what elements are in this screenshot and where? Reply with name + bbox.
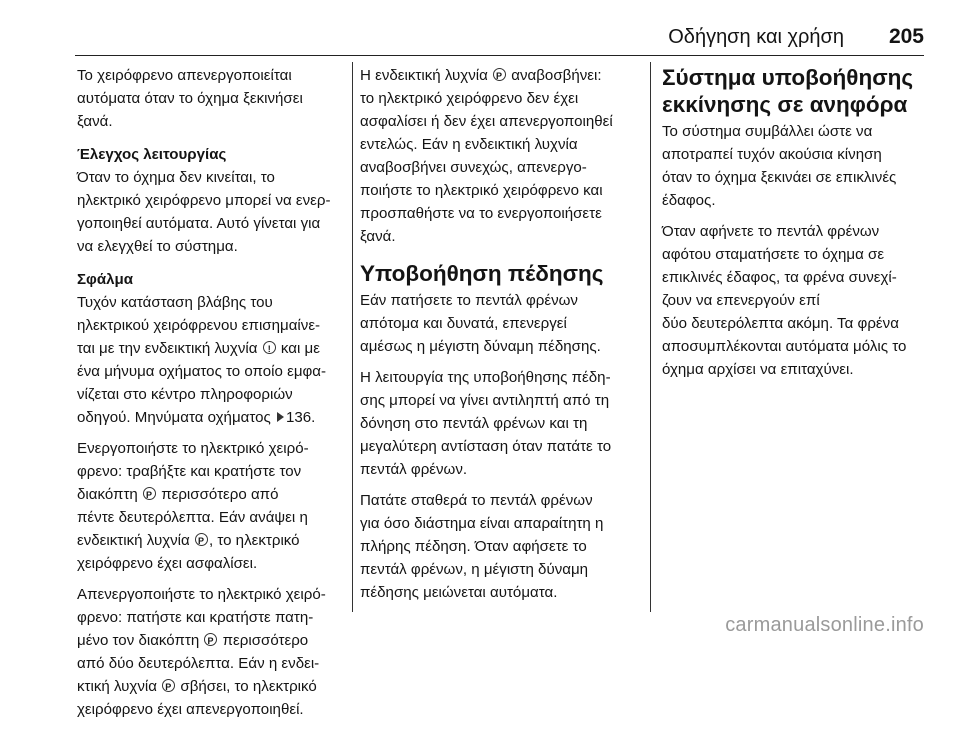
page-reference-arrow-icon [277,412,284,422]
parking-brake-icon [162,679,175,692]
text-line: Η λειτουργία της υποβοήθησης πέδη- [360,369,611,386]
fault-heading: Σφάλμα [77,271,134,288]
text-line: Το σύστημα συμβάλλει ώστε να [662,123,873,140]
text-fragment: αναβοσβήνει: [507,67,602,84]
parking-brake-icon [143,487,156,500]
running-title: Οδήγηση και χρήση [668,26,844,48]
page-reference[interactable]: 136. [285,409,316,426]
hill-start-assist-heading [662,64,924,118]
text-fragment: Η ενδεικτική λυχνία [360,67,493,84]
text-line: ένα μήνυμα οχήματος το οποίο εμφα- [77,363,327,380]
brake-assist-paragraph-1 [360,289,644,358]
text-fragment: , το ηλεκτρικό [208,532,300,549]
text-line: ασφαλίσει ή δεν έχει απενεργοποιηθεί [360,113,613,130]
text-line: ηλεκτρικού χειρόφρενου επισημαίνε- [77,317,321,334]
check-paragraph [77,166,345,258]
text-line: φρενο: πατήστε και κρατήστε πατη- [77,609,314,626]
text-line: ξανά. [360,228,396,245]
text-line: δύο δευτερόλεπτα ακόμη. Τα φρένα [662,315,899,332]
text-line [77,529,345,552]
text-line: Το χειρόφρενο απενεργοποιείται [77,67,292,84]
text-line: αφότου σταματήσετε το όχημα σε [662,246,885,263]
text-line: προσπαθήστε να το ενεργοποιήσετε [360,205,602,222]
text-line: αποτραπεί τυχόν ακούσια κίνηση [662,146,882,163]
text-line: γοποιηθεί αυτόματα. Αυτό γίνεται για [77,215,321,232]
parking-brake-icon [204,633,217,646]
text-fragment: κτική λυχνία [77,678,162,695]
page-number: 205 [888,25,924,48]
text-fragment: περισσότερο [218,632,309,649]
text-line: φρενο: τραβήξτε και κρατήστε τον [77,463,302,480]
text-line [77,337,345,360]
text-line: αμέσως η μέγιστη δύναμη πέδησης. [360,338,601,355]
text-fragment: και με [276,340,320,357]
text-fragment: οδηγού. Μηνύματα οχήματος [77,409,275,426]
text-line: ζουν να επενεργούν επί [662,292,820,309]
watermark: carmanualsonline.info [725,614,924,636]
text-line: Εάν πατήσετε το πεντάλ φρένων [360,292,578,309]
text-line: για όσο διάστημα είναι απαραίτητη η [360,515,604,532]
column-2 [360,64,644,612]
column-3 [662,64,924,389]
check-heading: Έλεγχος λειτουργίας [77,146,227,163]
text-line [77,483,345,506]
text-line: να ελεγχθεί το σύστημα. [77,238,238,255]
text-line: επικλινές έδαφος, τα φρένα συνεχί- [662,269,897,286]
text-line: Τυχόν κατάσταση βλάβης του [77,294,273,311]
text-line: Όταν αφήνετε το πεντάλ φρένων [662,223,880,240]
header-rule [75,55,924,56]
text-line: το ηλεκτρικό χειρόφρενο δεν έχει [360,90,579,107]
heading-line: Σύστημα υποβοήθησης [662,65,914,90]
fault-paragraph [77,291,345,429]
text-line: απότομα και δυνατά, επενεργεί [360,315,567,332]
parking-brake-icon [493,68,506,81]
text-line: δόνηση στο πεντάλ φρένων και τη [360,415,588,432]
text-line: έδαφος. [662,192,716,209]
brake-assist-paragraph-2 [360,366,644,481]
text-line: νίζεται στο κέντρο πληροφοριών [77,386,293,403]
text-line: όχημα αρχίσει να επιταχύνει. [662,361,854,378]
text-line: από δύο δευτερόλεπτα. Εάν η ενδει- [77,655,320,672]
intro-paragraph [77,64,345,133]
text-line: αναβοσβήνει συνεχώς, απενεργο- [360,159,587,176]
parking-brake-icon [195,533,208,546]
text-line: σης μπορεί να γίνει αντιληπτή από τη [360,392,610,409]
text-line: Απενεργοποιήστε το ηλεκτρικό χειρό- [77,586,326,603]
text-line: πλήρης πέδηση. Όταν αφήσετε το [360,538,587,555]
text-line: Όταν το όχημα δεν κινείται, το [77,169,275,186]
text-line: χειρόφρενο έχει απενεργοποιηθεί. [77,701,304,718]
text-fragment: ται με την ενδεικτική λυχνία [77,340,262,357]
text-line: αποσυμπλέκονται αυτόματα μόλις το [662,338,907,355]
text-line: αυτόματα όταν το όχημα ξεκινήσει [77,90,303,107]
blink-paragraph [360,64,644,248]
text-line: ξανά. [77,113,113,130]
brake-assist-paragraph-3 [360,489,644,604]
text-line: ποιήστε το ηλεκτρικό χειρόφρενο και [360,182,603,199]
text-line [77,629,345,652]
text-line: πεντάλ φρένων, η μέγιστη δύναμη [360,561,589,578]
text-line [77,675,345,698]
hill-start-paragraph-1 [662,120,924,212]
activate-paragraph [77,437,345,575]
text-line: όταν το όχημα ξεκινάει σε επικλινές [662,169,897,186]
text-fragment: ενδεικτική λυχνία [77,532,194,549]
column-divider [352,62,353,612]
text-line: πεντάλ φρένων. [360,461,468,478]
text-line: Ενεργοποιήστε το ηλεκτρικό χειρό- [77,440,309,457]
column-divider [650,62,651,612]
text-fragment: περισσότερο από [157,486,279,503]
deactivate-paragraph [77,583,345,721]
text-fragment: μένο τον διακόπτη [77,632,204,649]
page-header [0,0,960,60]
text-line: μεγαλύτερη αντίσταση όταν πατάτε το [360,438,612,455]
text-line: χειρόφρενο έχει ασφαλίσει. [77,555,258,572]
fault-warning-icon [263,341,276,354]
text-line: εντελώς. Εάν η ενδεικτική λυχνία [360,136,578,153]
heading-line: εκκίνησης σε ανηφόρα [662,92,908,117]
text-line [360,64,644,87]
hill-start-paragraph-2 [662,220,924,381]
text-line: Πατάτε σταθερά το πεντάλ φρένων [360,492,593,509]
brake-assist-heading: Υποβοήθηση πέδησης [360,261,604,286]
text-line: πέντε δευτερόλεπτα. Εάν ανάψει η [77,509,308,526]
text-fragment: σβήσει, το ηλεκτρικό [176,678,317,695]
text-line: πέδησης μειώνεται αυτόματα. [360,584,558,601]
text-line [77,406,345,429]
column-1 [77,64,345,729]
text-line: ηλεκτρικό χειρόφρενο μπορεί να ενερ- [77,192,331,209]
text-fragment: διακόπτη [77,486,142,503]
